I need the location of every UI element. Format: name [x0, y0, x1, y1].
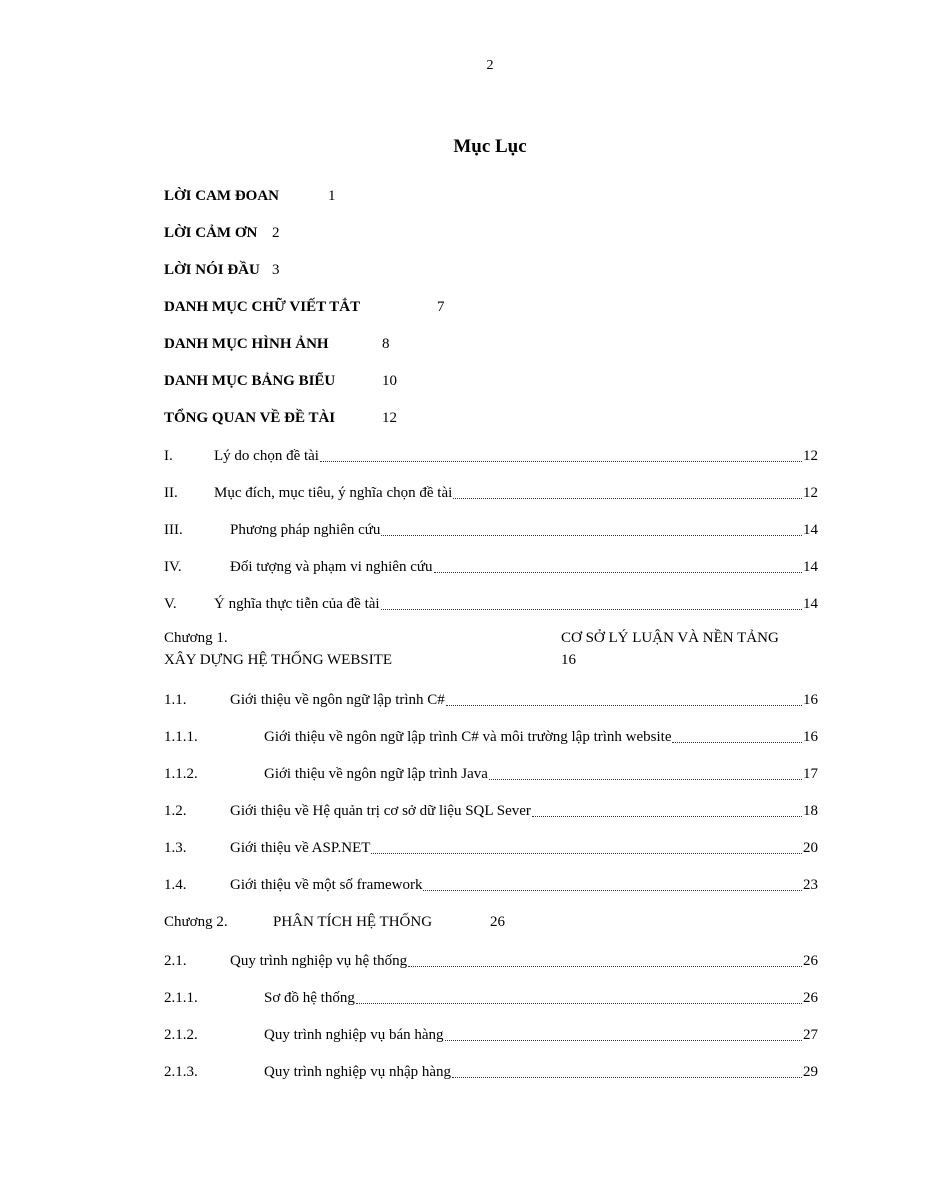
entry-text: Giới thiệu về ngôn ngữ lập trình C#: [230, 692, 445, 708]
entry-number: 2.1.3.: [164, 1064, 198, 1080]
entry-page: 1: [328, 188, 336, 204]
toc-entry-2-1-2[interactable]: [164, 1025, 818, 1045]
toc-entry-2-1-1[interactable]: [164, 988, 818, 1008]
entry-number: 1.1.2.: [164, 766, 198, 782]
dot-leader: [446, 705, 802, 706]
entry-page: 16: [803, 692, 818, 708]
entry-label: LỜI CẢM ƠN: [164, 225, 258, 241]
toc-entry-2-1[interactable]: [164, 951, 818, 971]
entry-page: 17: [803, 766, 818, 782]
entry-page: 26: [803, 990, 818, 1006]
entry-page: 16: [803, 729, 818, 745]
entry-text: Giới thiệu về Hệ quản trị cơ sở dữ liệu SQL Sever: [230, 803, 531, 819]
entry-label: DANH MỤC HÌNH ẢNH: [164, 336, 329, 352]
entry-page: 18: [803, 803, 818, 819]
entry-label: DANH MỤC CHỮ VIẾT TẮT: [164, 299, 361, 315]
page-number: 2: [486, 58, 494, 73]
toc-entry-danh-muc-hinh-anh[interactable]: [164, 334, 390, 354]
toc-entry-V[interactable]: [164, 594, 818, 614]
entry-number: 2.1.1.: [164, 990, 198, 1006]
entry-text: Đối tượng và phạm vi nghiên cứu: [230, 559, 433, 575]
toc-entry-danh-muc-bang-bieu[interactable]: [164, 371, 397, 391]
entry-number: I.: [164, 448, 173, 464]
entry-text: Giới thiệu về một số framework: [230, 877, 423, 893]
entry-text: Quy trình nghiệp vụ hệ thống: [230, 953, 408, 969]
toc-entry-1-1[interactable]: [164, 690, 818, 710]
toc-entry-1-1-1[interactable]: [164, 727, 818, 747]
chapter-page: 26: [490, 914, 505, 930]
toc-entry-II[interactable]: [164, 483, 818, 503]
dot-leader: [453, 498, 802, 499]
toc-entry-1-1-2[interactable]: [164, 764, 818, 784]
entry-label: DANH MỤC BẢNG BIỂU: [164, 373, 336, 389]
dot-leader: [371, 853, 802, 854]
toc-entry-loi-noi-dau[interactable]: [164, 260, 280, 280]
dot-leader: [434, 572, 803, 573]
entry-number: 2.1.: [164, 953, 187, 969]
chapter-title: PHÂN TÍCH HỆ THỐNG: [273, 914, 433, 930]
entry-page: 8: [382, 336, 390, 352]
toc-title: Mục Lục: [453, 136, 527, 157]
entry-number: 1.3.: [164, 840, 187, 856]
toc-entry-1-2[interactable]: [164, 801, 818, 821]
entry-number: 1.1.: [164, 692, 187, 708]
dot-leader: [423, 890, 802, 891]
chapter-number: Chương 2.: [164, 914, 228, 930]
entry-page: 29: [803, 1064, 818, 1080]
toc-entry-loi-cam-doan[interactable]: [164, 186, 336, 206]
entry-text: Giới thiệu về ngôn ngữ lập trình C# và môi trường lập trình website: [264, 729, 672, 745]
chapter-title-line1: CƠ SỞ LÝ LUẬN VÀ NỀN TẢNG: [561, 630, 779, 646]
dot-leader: [381, 535, 802, 536]
entry-number: 2.1.2.: [164, 1027, 198, 1043]
entry-page: 12: [803, 485, 818, 501]
entry-text: Ý nghĩa thực tiễn của đề tài: [214, 596, 380, 612]
dot-leader: [408, 966, 802, 967]
entry-number: 1.2.: [164, 803, 187, 819]
entry-number: 1.1.1.: [164, 729, 198, 745]
toc-entry-tong-quan[interactable]: [164, 408, 397, 428]
entry-page: 23: [803, 877, 818, 893]
toc-entry-1-4[interactable]: [164, 875, 818, 895]
entry-page: 3: [272, 262, 280, 278]
toc-entry-danh-muc-chu-viet-tat[interactable]: [164, 297, 445, 317]
toc-entry-I[interactable]: [164, 446, 818, 466]
entry-text: Quy trình nghiệp vụ nhập hàng: [264, 1064, 452, 1080]
toc-entry-IV[interactable]: [164, 557, 818, 577]
toc-chapter-1[interactable]: [164, 630, 824, 676]
entry-page: 2: [272, 225, 280, 241]
entry-page: 27: [803, 1027, 818, 1043]
entry-number: III.: [164, 522, 183, 538]
entry-number: 1.4.: [164, 877, 187, 893]
dot-leader: [445, 1040, 802, 1041]
entry-page: 14: [803, 522, 818, 538]
dot-leader: [672, 742, 802, 743]
entry-text: Giới thiệu về ASP.NET: [230, 840, 371, 856]
entry-page: 7: [437, 299, 445, 315]
dot-leader: [320, 461, 802, 462]
toc-entry-III[interactable]: [164, 520, 818, 540]
entry-page: 14: [803, 559, 818, 575]
chapter-title-line2: XÂY DỰNG HỆ THỐNG WEBSITE: [164, 652, 393, 668]
entry-page: 14: [803, 596, 818, 612]
entry-text: Lý do chọn đề tài: [214, 448, 319, 464]
entry-number: II.: [164, 485, 178, 501]
entry-page: 12: [803, 448, 818, 464]
entry-number: V.: [164, 596, 177, 612]
dot-leader: [381, 609, 802, 610]
chapter-page: 16: [561, 652, 576, 668]
dot-leader: [452, 1077, 802, 1078]
entry-label: LỜI NÓI ĐẦU: [164, 262, 260, 278]
toc-entry-1-3[interactable]: [164, 838, 818, 858]
dot-leader: [532, 816, 802, 817]
dot-leader: [489, 779, 802, 780]
entry-label: TỔNG QUAN VỀ ĐỀ TÀI: [164, 410, 336, 426]
entry-page: 10: [382, 373, 397, 389]
entry-text: Phương pháp nghiên cứu: [230, 522, 381, 538]
entry-number: IV.: [164, 559, 182, 575]
entry-page: 12: [382, 410, 397, 426]
chapter-number: Chương 1.: [164, 630, 228, 646]
entry-page: 26: [803, 953, 818, 969]
entry-label: LỜI CAM ĐOAN: [164, 188, 279, 204]
toc-entry-2-1-3[interactable]: [164, 1062, 818, 1082]
entry-text: Quy trình nghiệp vụ bán hàng: [264, 1027, 444, 1043]
toc-entry-loi-cam-on[interactable]: [164, 223, 280, 243]
entry-text: Mục đích, mục tiêu, ý nghĩa chọn đề tài: [214, 485, 453, 501]
entry-text: Sơ đồ hệ thống: [264, 990, 355, 1006]
entry-text: Giới thiệu về ngôn ngữ lập trình Java: [264, 766, 488, 782]
dot-leader: [356, 1003, 802, 1004]
entry-page: 20: [803, 840, 818, 856]
